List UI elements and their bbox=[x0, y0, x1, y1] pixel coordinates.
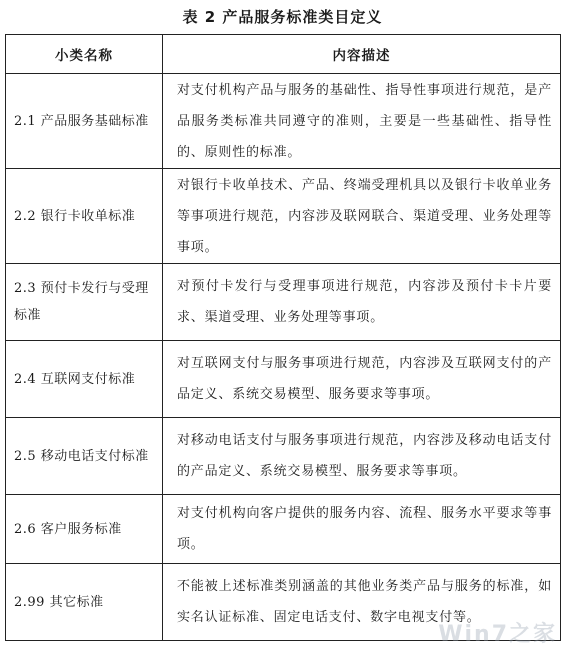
description-cell: 对银行卡收单技术、产品、终端受理机具以及银行卡收单业务等事项进行规范，内容涉及联网联合、渠道受理、业务处理等事项。 bbox=[163, 169, 561, 264]
table-title: 表 2 产品服务标准类目定义 bbox=[182, 8, 383, 26]
table-header-row bbox=[6, 35, 561, 74]
category-cell: 2.3 预付卡发行与受理标准 bbox=[6, 264, 163, 341]
table-row bbox=[6, 418, 561, 495]
description-cell: 对预付卡发行与受理事项进行规范，内容涉及预付卡卡片要求、渠道受理、业务处理等事项。 bbox=[163, 264, 561, 341]
category-cell: 2.6 客户服务标准 bbox=[6, 495, 163, 564]
description-cell: 对支付机构向客户提供的服务内容、流程、服务水平要求等事项。 bbox=[163, 495, 561, 564]
description-cell: 对移动电话支付与服务事项进行规范，内容涉及移动电话支付的产品定义、系统交易模型、服务要求等事项。 bbox=[163, 418, 561, 495]
table-row bbox=[6, 74, 561, 169]
description-cell: 不能被上述标准类别涵盖的其他业务类产品与服务的标准，如实名认证标准、固定电话支付、数字电视支付等。 bbox=[163, 564, 561, 641]
table-row bbox=[6, 495, 561, 564]
category-cell: 2.99 其它标准 bbox=[6, 564, 163, 641]
site-watermark: Win7之家 bbox=[438, 622, 557, 647]
column-header-category: 小类名称 bbox=[6, 35, 163, 74]
column-header-description: 内容描述 bbox=[163, 35, 561, 74]
category-cell: 2.1 产品服务基础标准 bbox=[6, 74, 163, 169]
category-cell: 2.4 互联网支付标准 bbox=[6, 341, 163, 418]
description-cell: 对支付机构产品与服务的基础性、指导性事项进行规范，是产品服务类标准共同遵守的准则，主要是一些基础性、指导性的、原则性的标准。 bbox=[163, 74, 561, 169]
category-cell: 2.5 移动电话支付标准 bbox=[6, 418, 163, 495]
definition-table bbox=[5, 34, 561, 641]
table-row bbox=[6, 341, 561, 418]
table-row bbox=[6, 264, 561, 341]
table-row bbox=[6, 169, 561, 264]
description-cell: 对互联网支付与服务事项进行规范，内容涉及互联网支付的产品定义、系统交易模型、服务要求等事项。 bbox=[163, 341, 561, 418]
category-cell: 2.2 银行卡收单标准 bbox=[6, 169, 163, 264]
